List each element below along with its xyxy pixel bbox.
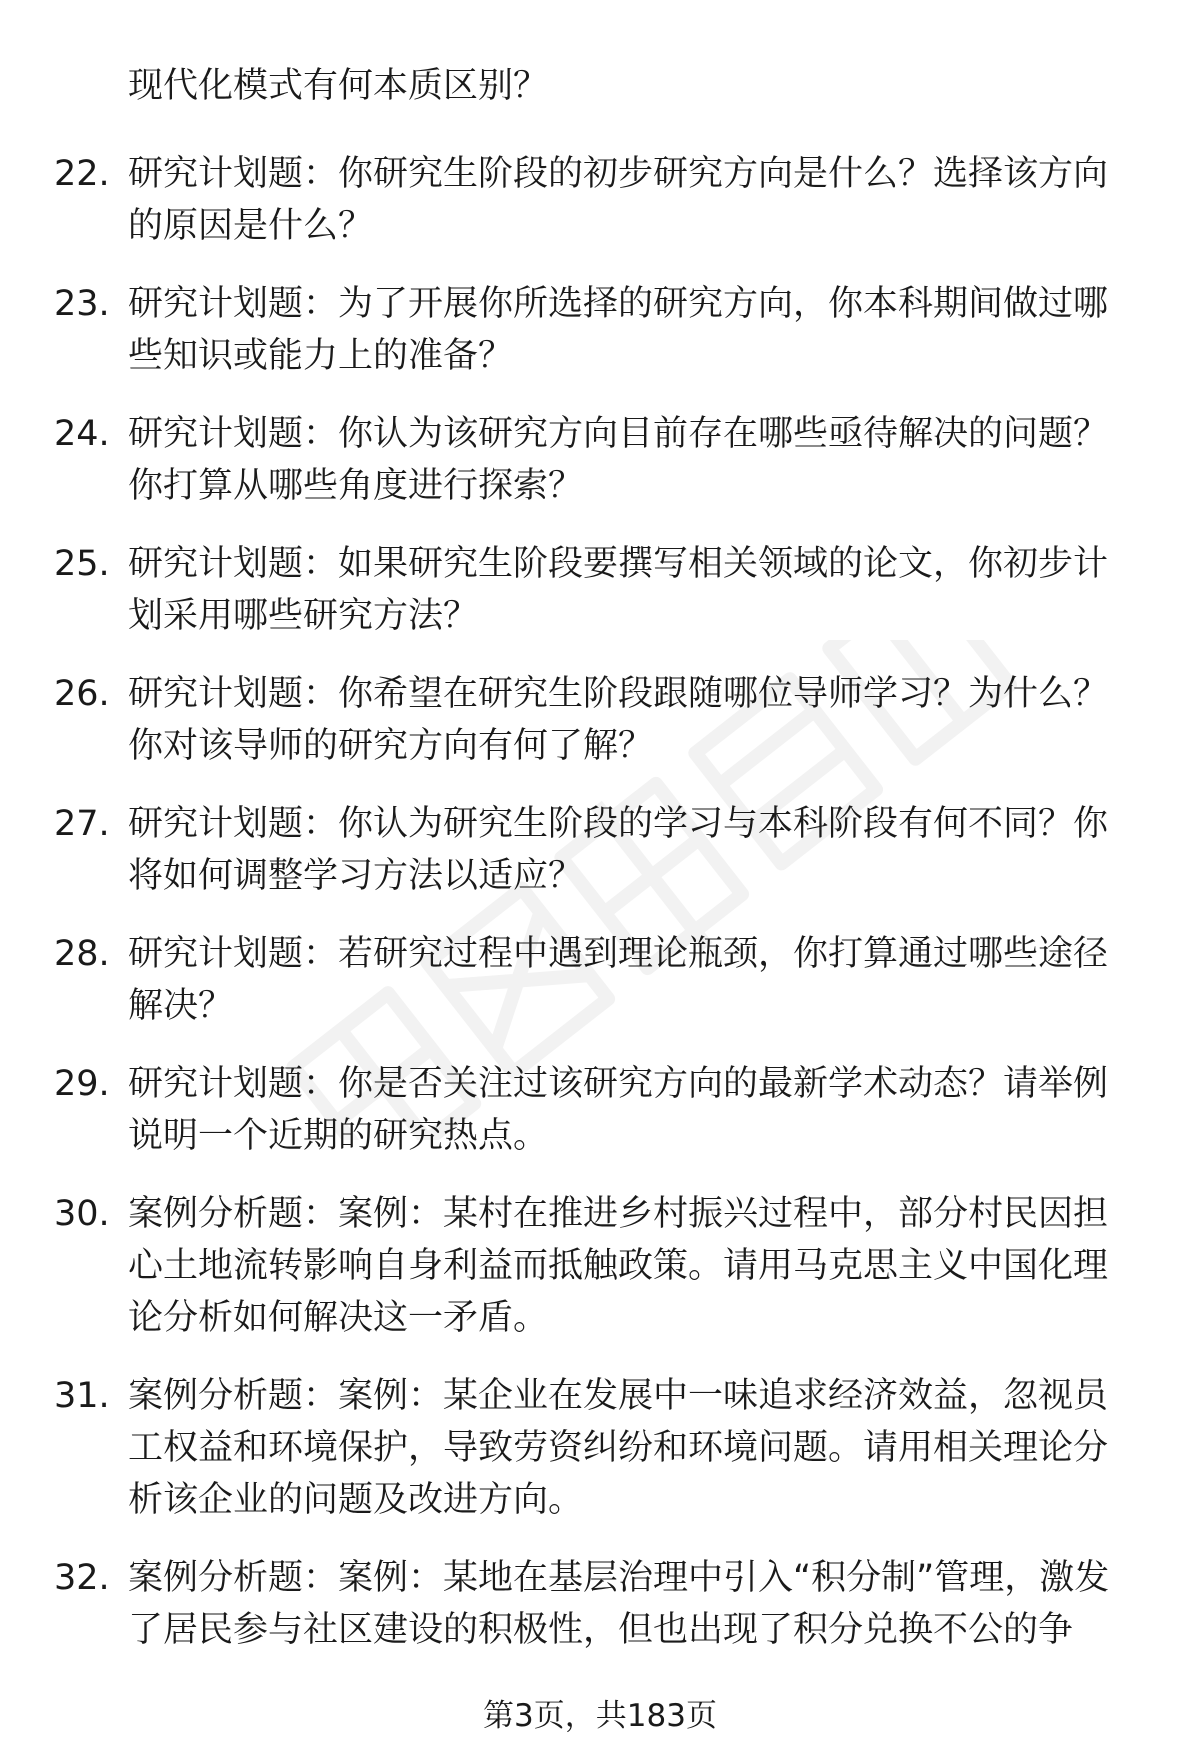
question-text: 案例分析题：案例：某企业在发展中一味追求经济效益，忽视员工权益和环境保护，导致劳资纠纷和环境问题。请用相关理论分析该企业的问题及改进方向。 <box>128 1376 1109 1520</box>
question-number: 22. <box>54 154 110 194</box>
question-text: 研究计划题：如果研究生阶段要撰写相关领域的论文，你初步计划采用哪些研究方法？ <box>128 544 1109 636</box>
question-item <box>0 408 1200 512</box>
page-footer: 第3页，共183页 <box>483 1698 717 1734</box>
question-item <box>0 1058 1200 1162</box>
question-item <box>0 1370 1200 1526</box>
continued-question-text: 现代化模式有何本质区别？ <box>128 66 549 106</box>
question-number: 29. <box>54 1064 110 1104</box>
question-item <box>0 928 1200 1032</box>
question-item <box>0 278 1200 382</box>
question-number: 32. <box>54 1558 110 1598</box>
question-number: 28. <box>54 934 110 974</box>
question-item <box>0 538 1200 642</box>
question-item <box>0 1188 1200 1344</box>
question-number: 25. <box>54 544 110 584</box>
question-number: 31. <box>54 1376 110 1416</box>
question-number: 24. <box>54 414 110 454</box>
question-number: 27. <box>54 804 110 844</box>
question-number: 26. <box>54 674 110 714</box>
question-number: 23. <box>54 284 110 324</box>
question-text: 研究计划题：若研究过程中遇到理论瓶颈，你打算通过哪些途径解决？ <box>128 934 1109 1026</box>
question-text: 案例分析题：案例：某地在基层治理中引入“积分制”管理，激发了居民参与社区建设的积极性，但也出现了积分兑换不公的争 <box>128 1558 1110 1650</box>
question-text: 案例分析题：案例：某村在推进乡村振兴过程中，部分村民因担心土地流转影响自身利益而抵触政策。请用马克思主义中国化理论分析如何解决这一矛盾。 <box>128 1194 1109 1338</box>
question-text: 研究计划题：你认为研究生阶段的学习与本科阶段有何不同？你将如何调整学习方法以适应？ <box>128 804 1109 896</box>
question-item <box>0 798 1200 902</box>
question-number: 30. <box>54 1194 110 1234</box>
question-text: 研究计划题：你认为该研究方向目前存在哪些亟待解决的问题？你打算从哪些角度进行探索？ <box>128 414 1109 506</box>
question-text: 研究计划题：你希望在研究生阶段跟随哪位导师学习？为什么？你对该导师的研究方向有何了解？ <box>128 674 1109 766</box>
question-text: 研究计划题：你是否关注过该研究方向的最新学术动态？请举例说明一个近期的研究热点。 <box>128 1064 1109 1156</box>
question-text: 研究计划题：为了开展你所选择的研究方向，你本科期间做过哪些知识或能力上的准备？ <box>128 284 1109 376</box>
question-text: 研究计划题：你研究生阶段的初步研究方向是什么？选择该方向的原因是什么？ <box>128 154 1109 246</box>
question-item <box>0 668 1200 772</box>
question-item <box>0 1552 1200 1656</box>
question-item <box>0 148 1200 252</box>
question-list <box>0 148 1200 1682</box>
